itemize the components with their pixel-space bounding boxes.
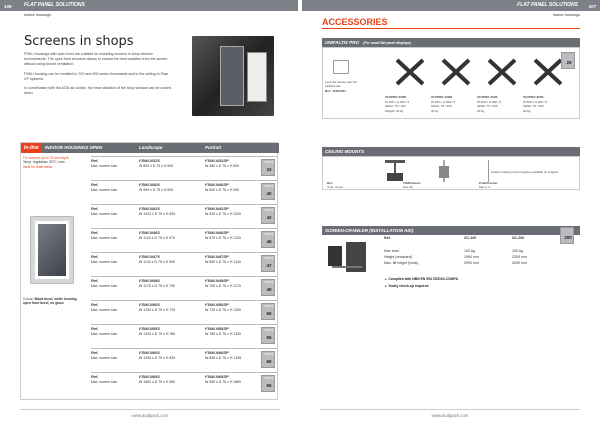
bracket-images xyxy=(393,54,573,94)
row-size-label: Max. screen size xyxy=(91,284,118,288)
landscape-size: W 1140 x D 75 x H 690 xyxy=(139,260,175,264)
watts-badge xyxy=(261,327,275,344)
landscape-ref: FSMI-N65S xyxy=(139,374,160,379)
portrait-ref: FSMI-N47SP xyxy=(205,254,229,259)
table-row xyxy=(91,300,277,322)
row-size-label: Max. screen size xyxy=(91,236,118,240)
table-row xyxy=(91,204,277,226)
note-depth: For screens up to 75 mm depth xyxy=(23,156,69,160)
portrait-size: W 705 x D 75 x H 1175 xyxy=(205,284,241,288)
portrait-ref: FSMI-N32SP xyxy=(205,158,229,163)
accessories-heading: ACCESSORIES xyxy=(322,17,388,27)
badge-number: 32 xyxy=(266,167,272,172)
crawler-spec: Max. lift height (hook) xyxy=(384,261,419,265)
intro-para-1: FSM-I housings with open front are suitable for installing screens in shop window environments. The open front structure allows to extract the heat radiation from the screen without using forced ventilation. xyxy=(24,52,168,66)
padlock-icon xyxy=(333,60,349,74)
watts-badge xyxy=(261,183,275,200)
col-landscape: Landscape xyxy=(139,145,163,150)
unifaltix-spec: UFXPRO-600S xyxy=(523,95,544,99)
row-ref-label: Ref. xyxy=(91,158,99,163)
landscape-size: W 1200 x D 75 x H 725 xyxy=(139,308,176,312)
portrait-ref: FSMI-N49SP xyxy=(205,278,229,283)
left-subtitle: Indoor housings xyxy=(24,13,52,17)
ceiling-bar xyxy=(322,147,580,156)
landscape-ref: FSMI-N32S xyxy=(139,158,160,163)
portrait-size: W 835 x D 75 x H 1435 xyxy=(205,356,242,360)
lock-ref: Ref.: 10000051 xyxy=(325,89,346,93)
table-row xyxy=(91,156,277,178)
landscape-ref: FSMI-N47S xyxy=(139,254,160,259)
landscape-ref: FSMI-N49S xyxy=(139,278,160,283)
unifaltix-spec: 30 kg xyxy=(477,108,485,113)
row-size-label: Max. screen size xyxy=(91,260,118,264)
intro-para-2: FSM-I housing can be installed to 700 and 900 series floorstands and to the ceiling to Paar CP systems. xyxy=(24,72,169,81)
crawler-spec: 1990 mm xyxy=(464,255,479,259)
unifaltix-spec: W 600 x H 400 / 5 xyxy=(523,99,548,104)
crawler-spec: 100 kg xyxy=(512,249,523,253)
shop-window-photo xyxy=(192,36,274,116)
badge-label: WATTS xyxy=(264,185,274,188)
row-size-label: Max. screen size xyxy=(91,308,118,312)
crawler-spec: Height (retracted) xyxy=(384,255,412,259)
unifaltix-spec: W 400 x H 400 / 5 xyxy=(477,99,502,104)
portrait-ref: FSMI-N60SP xyxy=(205,350,229,355)
landscape-size: W 800 x D 75 x H 500 xyxy=(139,164,174,168)
row-ref-label: Ref. xyxy=(91,254,99,259)
row-ref-label: Ref. xyxy=(91,326,99,331)
right-footer: www.audipack.com xyxy=(431,413,469,418)
portrait-ref: FSMI-N42SP xyxy=(205,206,229,211)
landscape-size: W 1435 x D 75 x H 835 xyxy=(139,356,176,360)
ceiling-spec: Cust. mount xyxy=(327,185,344,189)
housing-table xyxy=(20,142,278,400)
table-row xyxy=(91,228,277,250)
table-title: INDOOR HOUSINGS OPEN xyxy=(45,145,103,150)
unifaltix-spec: VESA: 75 / 100 xyxy=(385,104,406,108)
intro-para-3: In combination with the AOD air curtain, the heat radiation of the shop window can be cooled down. xyxy=(24,86,172,95)
landscape-size: W 990 x D 75 x H 600 xyxy=(139,188,174,192)
crawler-spec: 3090 mm xyxy=(512,261,527,265)
row-size-label: Max. screen size xyxy=(91,212,118,216)
unifaltix-spec: UFXPRO-400M xyxy=(431,95,453,99)
unifaltix-spec: W 400 x H 400 / 5 xyxy=(431,99,456,104)
crawler-badge: 200 xyxy=(560,227,574,244)
unifaltix-box xyxy=(322,47,580,119)
table-row xyxy=(91,180,277,202)
table-notes xyxy=(23,156,83,169)
note-temp: Temp. regulation: 50°C, max xyxy=(23,160,65,165)
portrait-size: W 600 x D 75 x H 990 xyxy=(205,188,240,192)
crawler-col-a: SC-100 xyxy=(464,236,477,240)
row-ref-label: Ref. xyxy=(91,206,99,211)
portrait-ref: FSMI-N55SP xyxy=(205,326,229,331)
portrait-size: W 950 x D 75 x H 1660 xyxy=(205,380,242,384)
row-ref-label: Ref. xyxy=(91,230,99,235)
unifaltix-badge: 25 xyxy=(561,52,575,69)
inline-logo: In-line xyxy=(21,143,42,153)
portrait-size: W 690 x D 75 x H 1140 xyxy=(205,260,241,264)
ceiling-spec: See list xyxy=(403,185,413,189)
badge-number: 49 xyxy=(266,287,272,292)
left-band-title: FLAT PANEL SOLUTIONS xyxy=(24,2,85,8)
ceiling-title: CEILING MOUNTS xyxy=(325,149,364,154)
badge-number: 55 xyxy=(266,335,272,340)
badge-number: 40 xyxy=(266,191,272,196)
landscape-size: W 1660 x D 75 x H 950 xyxy=(139,380,176,384)
row-size-label: Max. screen size xyxy=(91,380,118,384)
lock-text: Lock the device with the padlock tab xyxy=(325,80,358,88)
row-size-label: Max. screen size xyxy=(91,356,118,360)
crawler-warning-1: ▲ Complies with NBN EN 953 CE/DOLCOMFIL xyxy=(384,277,459,281)
ceiling-spec: Max 4 m xyxy=(479,185,491,189)
unifaltix-spec: UFXPRO-400S xyxy=(477,95,498,99)
unifaltix-title: UNIFALTIX PRO xyxy=(325,40,359,45)
page-title: Screens in shops xyxy=(24,34,134,49)
badge-label: WATTS xyxy=(264,257,274,260)
row-ref-label: Ref. xyxy=(91,350,99,355)
right-header-bar xyxy=(302,0,600,11)
badge-number: 46 xyxy=(266,239,272,244)
landscape-ref: FSMI-N42S xyxy=(139,206,160,211)
row-ref-label: Ref. xyxy=(91,278,99,283)
crawler-bar xyxy=(322,226,580,235)
crawler-spec: 100 kg xyxy=(464,249,475,253)
watts-badge xyxy=(261,231,275,248)
crawler-image xyxy=(326,238,370,288)
badge-number: 47 xyxy=(266,263,272,268)
right-band-title: FLAT PANEL SOLUTIONS xyxy=(517,2,578,8)
badge-label: WATTS xyxy=(264,161,274,164)
unifaltix-spec: VESA: 75 / 400 xyxy=(431,104,452,108)
badge-label: WATTS xyxy=(264,233,274,236)
right-subtitle: Indoor housings xyxy=(552,13,580,17)
ceiling-note: Custom ceiling mount lengths available on request xyxy=(491,170,559,174)
badge-number: 42 xyxy=(266,215,272,220)
row-ref-label: Ref. xyxy=(91,302,99,307)
row-ref-label: Ref. xyxy=(91,374,99,379)
row-size-label: Max. screen size xyxy=(91,164,118,168)
portrait-size: W 670 x D 75 x H 1120 xyxy=(205,236,241,240)
badge-number: 50 xyxy=(266,311,272,316)
unifaltix-spec: VESA: 75 / 400 xyxy=(523,104,544,108)
unifaltix-bar xyxy=(322,38,580,47)
table-row xyxy=(91,276,277,298)
note-ideal: Ideal for retail areas xyxy=(23,164,53,169)
landscape-ref: FSMI-N60S xyxy=(139,350,160,355)
badge-label: WATTS xyxy=(264,353,274,356)
portrait-size: W 480 x D 75 x H 800 xyxy=(205,164,240,168)
watts-badge xyxy=(261,375,275,392)
ceiling-spec: Pole/Column xyxy=(479,181,498,185)
crawler-spec: 2990 mm xyxy=(464,261,479,265)
landscape-size: W 1020 x D 75 x H 630 xyxy=(139,212,176,216)
landscape-ref: FSMI-N50S xyxy=(139,302,160,307)
ceiling-box xyxy=(322,156,580,190)
watts-badge xyxy=(261,303,275,320)
crawler-title: SCREEN-CRAWLER (INSTALLATION AID) xyxy=(325,228,414,233)
portrait-size: W 630 x D 75 x H 1020 xyxy=(205,212,242,216)
table-row xyxy=(91,252,277,274)
watts-badge xyxy=(261,255,275,272)
housing-product-image xyxy=(31,217,73,283)
unifaltix-spec: 30 kg xyxy=(523,108,531,113)
unifaltix-spec: W 200 x H 200 / 5 xyxy=(385,99,410,104)
crawler-ref-label: Ref. xyxy=(384,236,391,240)
watts-badge xyxy=(261,279,275,296)
ceiling-spec: Tilt/Rotation xyxy=(403,181,421,185)
badge-label: WATTS xyxy=(264,305,274,308)
badge-label: WATTS xyxy=(264,329,274,332)
colour-info xyxy=(23,297,85,306)
left-header-bar xyxy=(0,0,298,11)
badge-label: WATTS xyxy=(264,281,274,284)
landscape-size: W 1175 x D 75 x H 705 xyxy=(139,284,175,288)
badge-label: WATTS xyxy=(264,377,274,380)
left-footer: www.audipack.com xyxy=(131,413,169,418)
crawler-warning-2: ▲ Yearly check-up required xyxy=(384,284,429,288)
badge-number: 65 xyxy=(266,383,272,388)
portrait-size: W 780 x D 75 x H 1320 xyxy=(205,332,242,336)
badge-label: WATTS xyxy=(264,209,274,212)
ceiling-spec: Ref. xyxy=(327,181,333,185)
landscape-size: W 1120 x D 75 x H 670 xyxy=(139,236,175,240)
landscape-ref: FSMI-N55S xyxy=(139,326,160,331)
portrait-ref: FSMI-N46SP xyxy=(205,230,229,235)
left-page-number: 106 xyxy=(4,4,12,9)
row-size-label: Max. screen size xyxy=(91,332,118,336)
portrait-ref: FSMI-N40SP xyxy=(205,182,229,187)
col-portrait: Portrait xyxy=(205,145,222,150)
watts-badge xyxy=(261,351,275,368)
row-size-label: Max. screen size xyxy=(91,188,118,192)
crawler-box xyxy=(322,235,580,293)
housing-table-header xyxy=(21,143,279,153)
right-page-number: 107 xyxy=(588,4,596,9)
crawler-spec: Max load xyxy=(384,249,399,253)
watts-badge xyxy=(261,159,275,176)
landscape-size: W 1320 x D 75 x H 780 xyxy=(139,332,176,336)
table-row xyxy=(91,324,277,346)
crawler-col-b: SC-200 xyxy=(512,236,525,240)
portrait-ref: FSMI-N50SP xyxy=(205,302,229,307)
watts-badge xyxy=(261,207,275,224)
row-ref-label: Ref. xyxy=(91,182,99,187)
portrait-ref: FSMI-N65SP xyxy=(205,374,229,379)
unifaltix-subtitle: (For small flat panel displays) xyxy=(363,41,411,45)
table-row xyxy=(91,348,277,370)
badge-number: 60 xyxy=(266,359,272,364)
colour-value: Black bezel, white housing, open front bezel, no glass xyxy=(23,297,78,306)
landscape-ref: FSMI-N40S xyxy=(139,182,160,187)
unifaltix-spec: Weight: 30 kg xyxy=(385,108,404,113)
portrait-size: W 725 x D 75 x H 1200 xyxy=(205,308,242,312)
crawler-spec: 2200 mm xyxy=(512,255,527,259)
unifaltix-spec: 30 kg xyxy=(431,108,439,113)
landscape-ref: FSMI-N46S xyxy=(139,230,160,235)
unifaltix-spec: UFXPRO-200M xyxy=(385,95,407,99)
table-row xyxy=(91,372,277,394)
colour-label: Colour: xyxy=(23,297,34,301)
unifaltix-spec: VESA: 75 / 400 xyxy=(477,104,498,108)
